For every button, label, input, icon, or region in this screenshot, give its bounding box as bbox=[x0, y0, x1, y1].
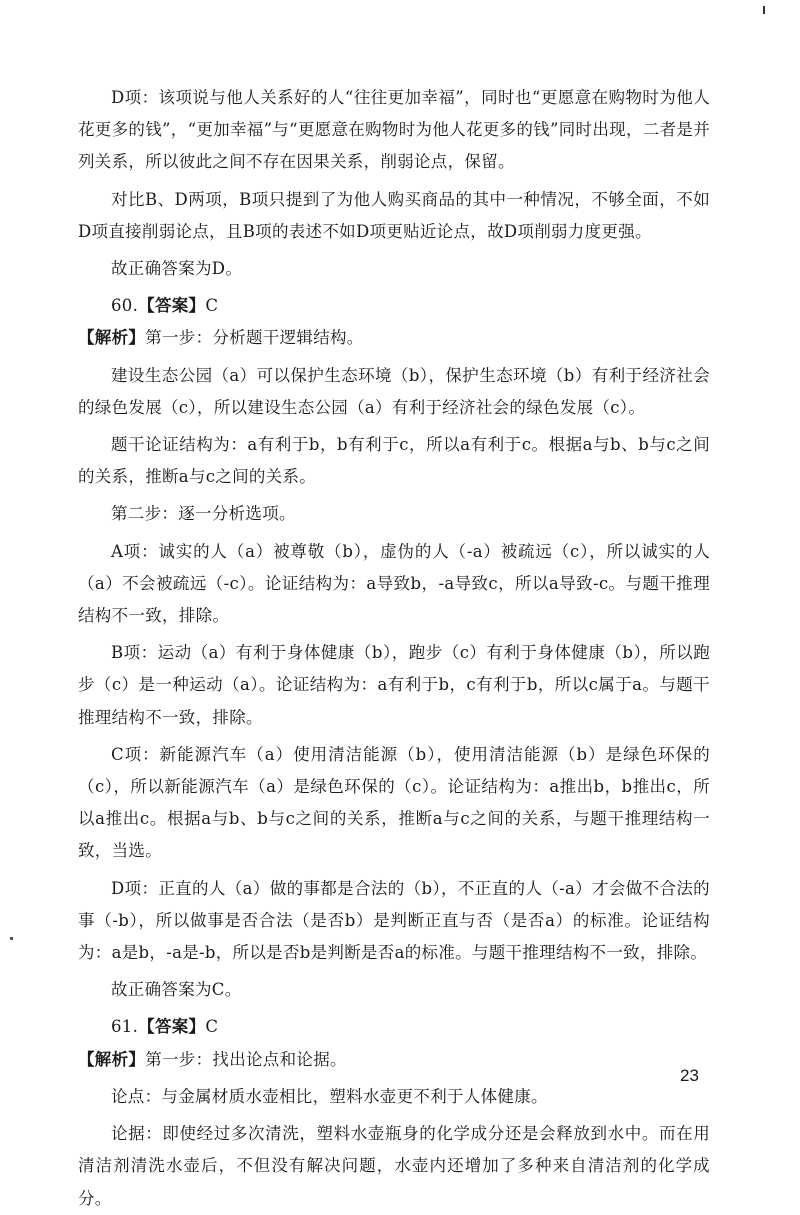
analysis-step: 第一步：分析题干逻辑结构。 bbox=[145, 328, 364, 348]
answer-value: C bbox=[205, 296, 219, 316]
analysis-label: 【解析】 bbox=[78, 1049, 146, 1069]
answer-value: C bbox=[205, 1017, 219, 1037]
paragraph-step-two: 第二步：逐一分析选项。 bbox=[111, 504, 296, 524]
scan-margin-dot bbox=[10, 937, 13, 940]
paragraph-premise-structure: 建设生态公园（a）可以保护生态环境（b），保护生态环境（b）有利于经济社会的绿色发展（c），所以建设生态公园（a）有利于经济社会的绿色发展（c）。 bbox=[78, 365, 710, 417]
analysis-label: 【解析】 bbox=[78, 328, 146, 348]
question-number: 61. bbox=[111, 1017, 139, 1037]
paragraph-option-a: A项：诚实的人（a）被尊敬（b），虚伪的人（-a）被疏远（c），所以诚实的人（a）不会被疏远（-c）。论证结构为：a导致b，-a导致c，所以a导致-c。与题干推理结构不一致，排除。 bbox=[78, 541, 710, 626]
paragraph-argument-structure: 题干论证结构为：a有利于b，b有利于c，所以a有利于c。根据a与b、b与c之间的关系，推断a与c之间的关系。 bbox=[78, 435, 710, 487]
paragraph-answer-conclusion-60: 故正确答案为C。 bbox=[111, 980, 242, 1000]
paragraph-option-c: C项：新能源汽车（a）使用清洁能源（b），使用清洁能源（b）是绿色环保的（c），所以新能源汽车（a）是绿色环保的（c）。论证结构为：a推出b，b推出c，所以a推出c。根据a与b、b与c之间的关系，推断a与c之间的关系，与题干推理结构一致，当选。 bbox=[78, 744, 710, 861]
paragraph-compare-b-d: 对比B、D两项，B项只提到了为他人购买商品的其中一种情况，不够全面，不如D项直接削弱论点，且B项的表述不如D项更贴近论点，故D项削弱力度更强。 bbox=[78, 189, 710, 241]
analysis-line-60 bbox=[78, 322, 710, 354]
scan-corner-mark bbox=[763, 6, 765, 14]
page-number: 23 bbox=[680, 1066, 699, 1085]
paragraph-d-option-analysis: D项：该项说与他人关系好的人“往往更加幸福”，同时也“更愿意在购物时为他人花更多的钱”，“更加幸福”与“更愿意在购物时为他人花更多的钱”同时出现，二者是并列关系，所以彼此之间不存在因果关系，削弱论点，保留。 bbox=[78, 88, 710, 172]
paragraph-answer-conclusion-59: 故正确答案为D。 bbox=[111, 259, 243, 279]
answer-line-61 bbox=[78, 1011, 710, 1043]
answer-label: 【答案】 bbox=[138, 296, 206, 316]
paragraph-thesis: 论点：与金属材质水壶相比，塑料水壶更不利于人体健康。 bbox=[111, 1086, 548, 1106]
paragraph-option-b: B项：运动（a）有利于身体健康（b），跑步（c）有利于身体健康（b），所以跑步（c）是一种运动（a）。论证结构为：a有利于b，c有利于b，所以c属于a。与题干推理结构不一致，排除。 bbox=[78, 643, 710, 727]
analysis-step: 第一步：找出论点和论据。 bbox=[145, 1049, 347, 1069]
paragraph-evidence: 论据：即使经过多次清洗，塑料水壶瓶身的化学成分还是会释放到水中。而在用清洁剂清洗水壶后，不但没有解决问题，水壶内还增加了多种来自清洁剂的化学成分。 bbox=[78, 1124, 710, 1208]
answer-label: 【答案】 bbox=[138, 1017, 206, 1037]
paragraph-option-d: D项：正直的人（a）做的事都是合法的（b），不正直的人（-a）才会做不合法的事（-b），所以做事是否合法（是否b）是判断正直与否（是否a）的标准。论证结构为：a是b，-a是-b，所以是否b是判断是否a的标准。与题干推理结构不一致，排除。 bbox=[78, 878, 710, 963]
analysis-line-61 bbox=[78, 1044, 710, 1076]
question-number: 60. bbox=[111, 296, 139, 316]
answer-line-60 bbox=[78, 290, 710, 322]
page-content bbox=[78, 82, 710, 1215]
